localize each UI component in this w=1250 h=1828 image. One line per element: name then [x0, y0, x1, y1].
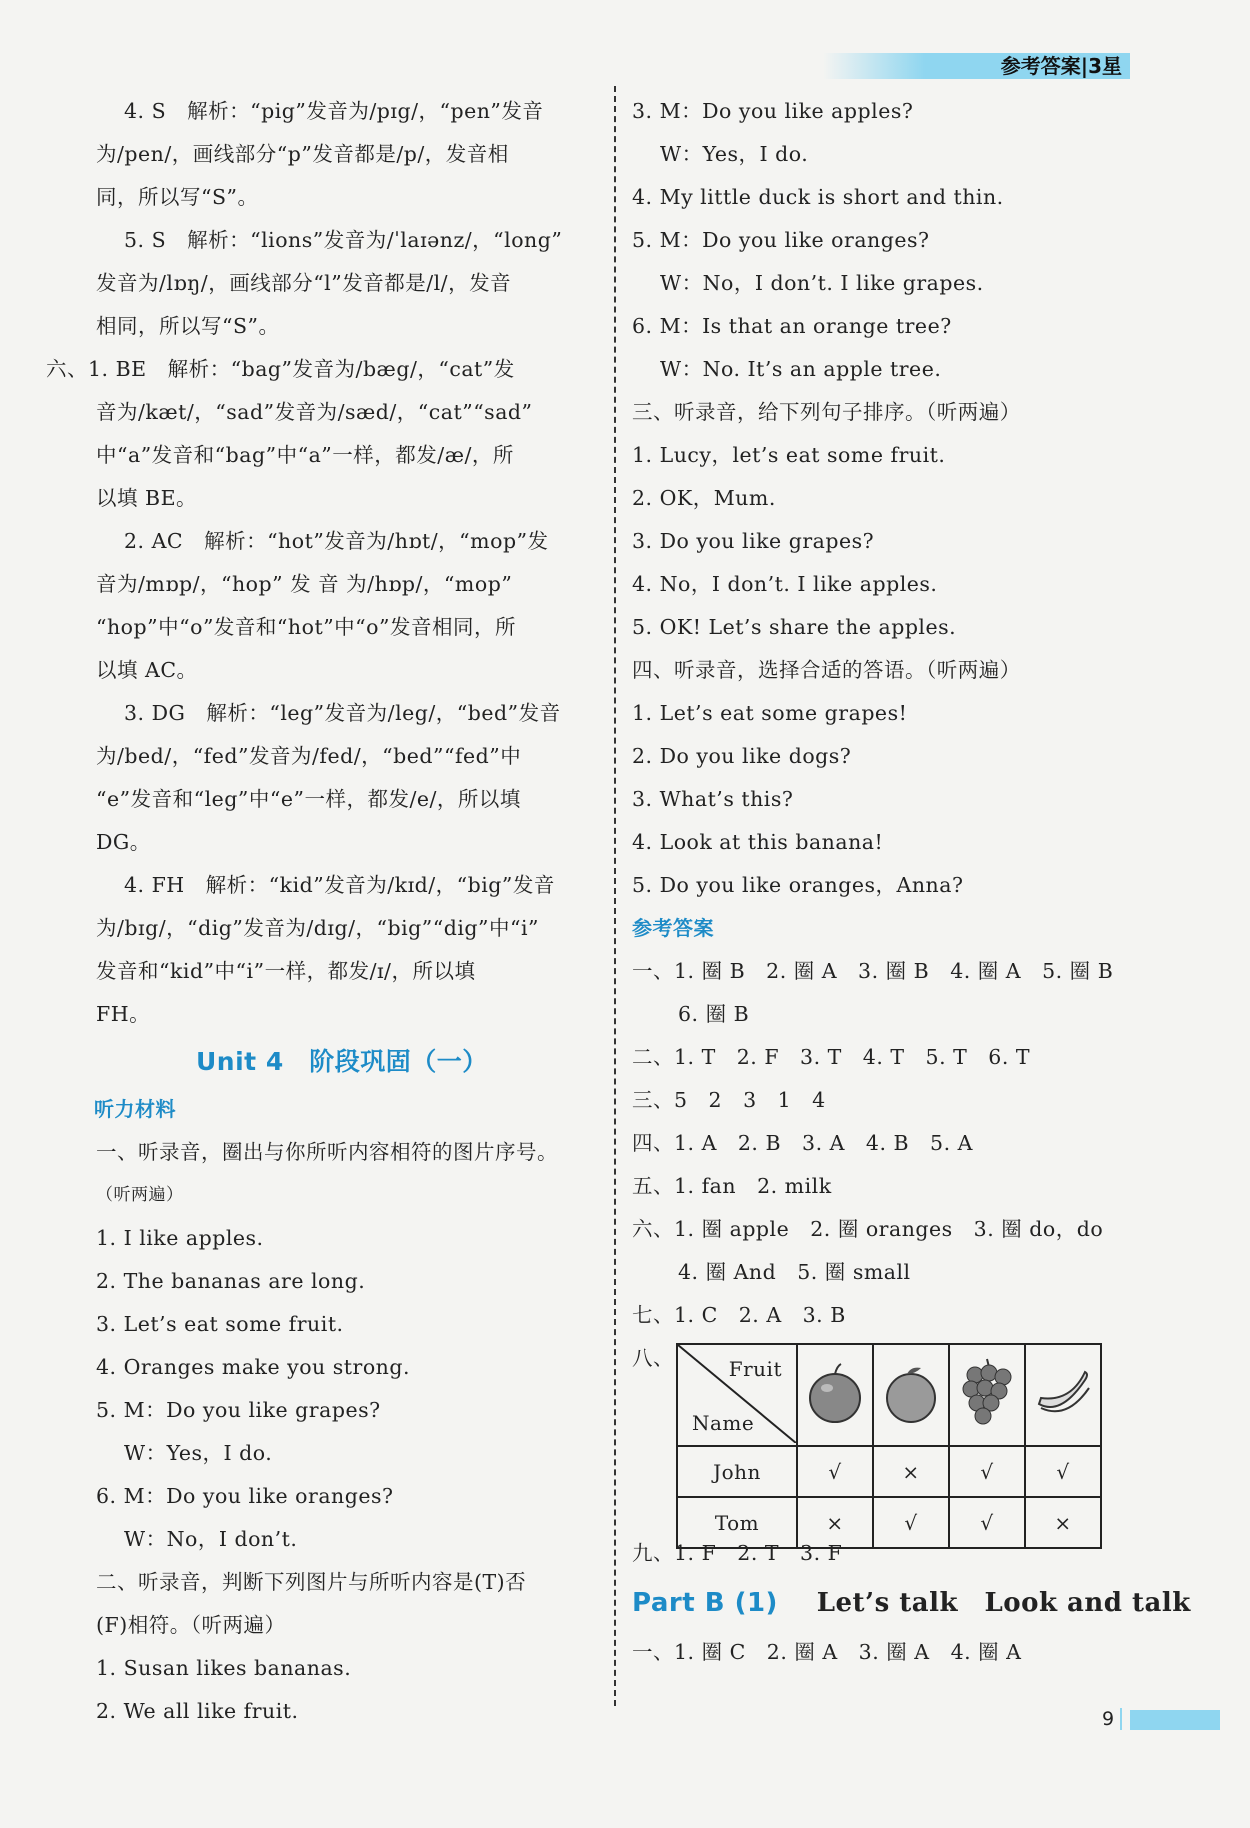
text-line: 音为/kæt/，“sad”发音为/sæd/，“cat”“sad”	[96, 400, 533, 424]
text-line: 3. DG 解析：“leg”发音为/leg/，“bed”发音	[124, 701, 561, 725]
text-line: 同，所以写“S”。	[96, 185, 259, 209]
listening-heading: 听力材料	[94, 1097, 176, 1121]
fruit-table	[676, 1343, 1102, 1549]
header-decoration	[823, 53, 993, 79]
answer-line: 六、1. 圈 apple 2. 圈 oranges 3. 圈 do，do	[632, 1217, 1104, 1241]
text-line: 4. No，I don’t. I like apples.	[632, 572, 938, 596]
text-line: 1. Lucy，let’s eat some fruit.	[632, 443, 946, 467]
answer-line: 6. 圈 B	[678, 1002, 750, 1026]
text-line: 4. Oranges make you strong.	[96, 1355, 411, 1379]
right-column	[632, 90, 1191, 1674]
fruit-table-section	[632, 1337, 1152, 1535]
table-mark: √	[949, 1497, 1025, 1548]
text-line: 1. I like apples.	[96, 1226, 264, 1250]
text-line: 2. The bananas are long.	[96, 1269, 366, 1293]
header-fruit: Fruit	[728, 1357, 782, 1381]
answer-line: 五、1. fan 2. milk	[632, 1174, 832, 1198]
header-name: Name	[692, 1411, 755, 1435]
text-line: 5. M：Do you like oranges?	[632, 228, 930, 252]
text-line: 以填 AC。	[96, 658, 198, 682]
text-line: “e”发音和“leg”中“e”一样，都发/e/，所以填	[96, 787, 521, 811]
table-row-name: John	[677, 1446, 797, 1497]
apple-icon	[803, 1358, 867, 1428]
text-line: 2. OK，Mum.	[632, 486, 776, 510]
text-line: 3. Let’s eat some fruit.	[96, 1312, 344, 1336]
answers-heading: 参考答案	[632, 916, 714, 940]
page-number: 9	[1102, 1708, 1115, 1730]
text-line: 6. M：Do you like oranges?	[96, 1484, 394, 1508]
unit-title: Unit 4 阶段巩固（一）	[196, 1047, 488, 1076]
text-line: 为/bed/，“fed”发音为/fed/，“bed”“fed”中	[96, 744, 522, 768]
text-line: 1. Susan likes bananas.	[96, 1656, 352, 1680]
text-line: W：No，I don’t.	[124, 1527, 298, 1551]
text-line: 5. M：Do you like grapes?	[96, 1398, 381, 1422]
table-mark: ×	[873, 1446, 949, 1497]
table-mark: √	[873, 1497, 949, 1548]
table-mark: ×	[1025, 1497, 1101, 1548]
text-line: 三、听录音，给下列句子排序。（听两遍）	[632, 400, 1021, 424]
answer-line: 二、1. T 2. F 3. T 4. T 5. T 6. T	[632, 1045, 1031, 1069]
text-line: 发音为/lɒŋ/，画线部分“l”发音都是/l/，发音	[96, 271, 512, 295]
fruit-header-orange	[873, 1344, 949, 1446]
text-line: 相同，所以写“S”。	[96, 314, 280, 338]
text-line: 2. We all like fruit.	[96, 1699, 299, 1723]
text-line: W：Yes，I do.	[124, 1441, 273, 1465]
text-line: W：No. It’s an apple tree.	[660, 357, 942, 381]
grapes-icon	[955, 1355, 1019, 1431]
table-mark: √	[797, 1446, 873, 1497]
text-line: 5. S 解析：“lions”发音为/ˈlaɪənz/，“long”	[124, 228, 563, 252]
text-line: 3. M：Do you like apples?	[632, 99, 914, 123]
part-b-label: Part B (1)	[632, 1588, 778, 1618]
orange-icon	[879, 1358, 943, 1428]
text-line: DG。	[96, 830, 151, 854]
answer-line: 七、1. C 2. A 3. B	[632, 1303, 846, 1327]
table-corner-cell	[677, 1344, 797, 1446]
text-line: 4. My little duck is short and thin.	[632, 185, 1004, 209]
text-line: “hop”中“o”发音和“hot”中“o”发音相同，所	[96, 615, 516, 639]
text-line: 4. FH 解析：“kid”发音为/kɪd/，“big”发音	[124, 873, 555, 897]
text-line: W：Yes，I do.	[660, 142, 809, 166]
text-line: 3. What’s this?	[632, 787, 794, 811]
text-line: 3. Do you like grapes?	[632, 529, 875, 553]
table-row-name: Tom	[677, 1497, 797, 1548]
banana-icon	[1031, 1358, 1095, 1428]
text-line: 为/pen/，画线部分“p”发音都是/p/，发音相	[96, 142, 509, 166]
answer-line: 三、5 2 3 1 4	[632, 1088, 826, 1112]
text-line: 2. Do you like dogs?	[632, 744, 852, 768]
answer-line: 四、1. A 2. B 3. A 4. B 5. A	[632, 1131, 973, 1155]
text-line: 音为/mɒp/，“hop” 发 音 为/hɒp/，“mop”	[96, 572, 513, 596]
text-line: 2. AC 解析：“hot”发音为/hɒt/，“mop”发	[124, 529, 549, 553]
text-line: 为/bɪg/，“dig”发音为/dɪg/，“big”“dig”中“i”	[96, 916, 540, 940]
text-line: 4. Look at this banana!	[632, 830, 884, 854]
table-label: 八、	[632, 1346, 674, 1370]
answer-line: 4. 圈 And 5. 圈 small	[678, 1260, 911, 1284]
fruit-header-grapes	[949, 1344, 1025, 1446]
table-mark: ×	[797, 1497, 873, 1548]
text-line: 六、1. BE 解析：“bag”发音为/bæg/，“cat”发	[46, 357, 515, 381]
left-column	[46, 90, 606, 1733]
header-badge-text: 参考答案|3星	[993, 53, 1130, 79]
answer-line: 一、1. 圈 B 2. 圈 A 3. 圈 B 4. 圈 A 5. 圈 B	[632, 959, 1114, 983]
text-line: 1. Let’s eat some grapes!	[632, 701, 908, 725]
table-mark: √	[1025, 1446, 1101, 1497]
text-line: 4. S 解析：“pig”发音为/pɪg/，“pen”发音	[124, 99, 544, 123]
footer-decoration	[1120, 1708, 1122, 1730]
text-line: 以填 BE。	[96, 486, 198, 510]
part-b-title: Let’s talk Look and talk	[816, 1588, 1191, 1618]
text-line: (F)相符。（听两遍）	[96, 1613, 286, 1637]
text-line: 发音和“kid”中“i”一样，都发/ɪ/，所以填	[96, 959, 476, 983]
table-mark: √	[949, 1446, 1025, 1497]
text-line: 一、听录音，圈出与你所听内容相符的图片序号。	[96, 1140, 558, 1164]
text-line: 5. Do you like oranges，Anna?	[632, 873, 964, 897]
fruit-header-banana	[1025, 1344, 1101, 1446]
text-line: 中“a”发音和“bag”中“a”一样，都发/æ/，所	[96, 443, 514, 467]
text-line: 四、听录音，选择合适的答语。（听两遍）	[632, 658, 1021, 682]
header-badge	[823, 52, 1130, 80]
text-line: 5. OK! Let’s share the apples.	[632, 615, 957, 639]
answer-line: 一、1. 圈 C 2. 圈 A 3. 圈 A 4. 圈 A	[632, 1640, 1022, 1664]
text-line: （听两遍）	[96, 1185, 184, 1205]
column-divider	[614, 86, 616, 1706]
text-line: FH。	[96, 1002, 151, 1026]
text-line: 6. M：Is that an orange tree?	[632, 314, 952, 338]
text-line: 二、听录音，判断下列图片与所听内容是(T)否	[96, 1570, 527, 1594]
part-b-heading	[632, 1575, 1191, 1631]
answer-line: 九、1. F 2. T 3. F	[632, 1541, 843, 1565]
footer-bar	[1130, 1710, 1220, 1730]
text-line: W：No，I don’t. I like grapes.	[660, 271, 984, 295]
fruit-header-apple	[797, 1344, 873, 1446]
